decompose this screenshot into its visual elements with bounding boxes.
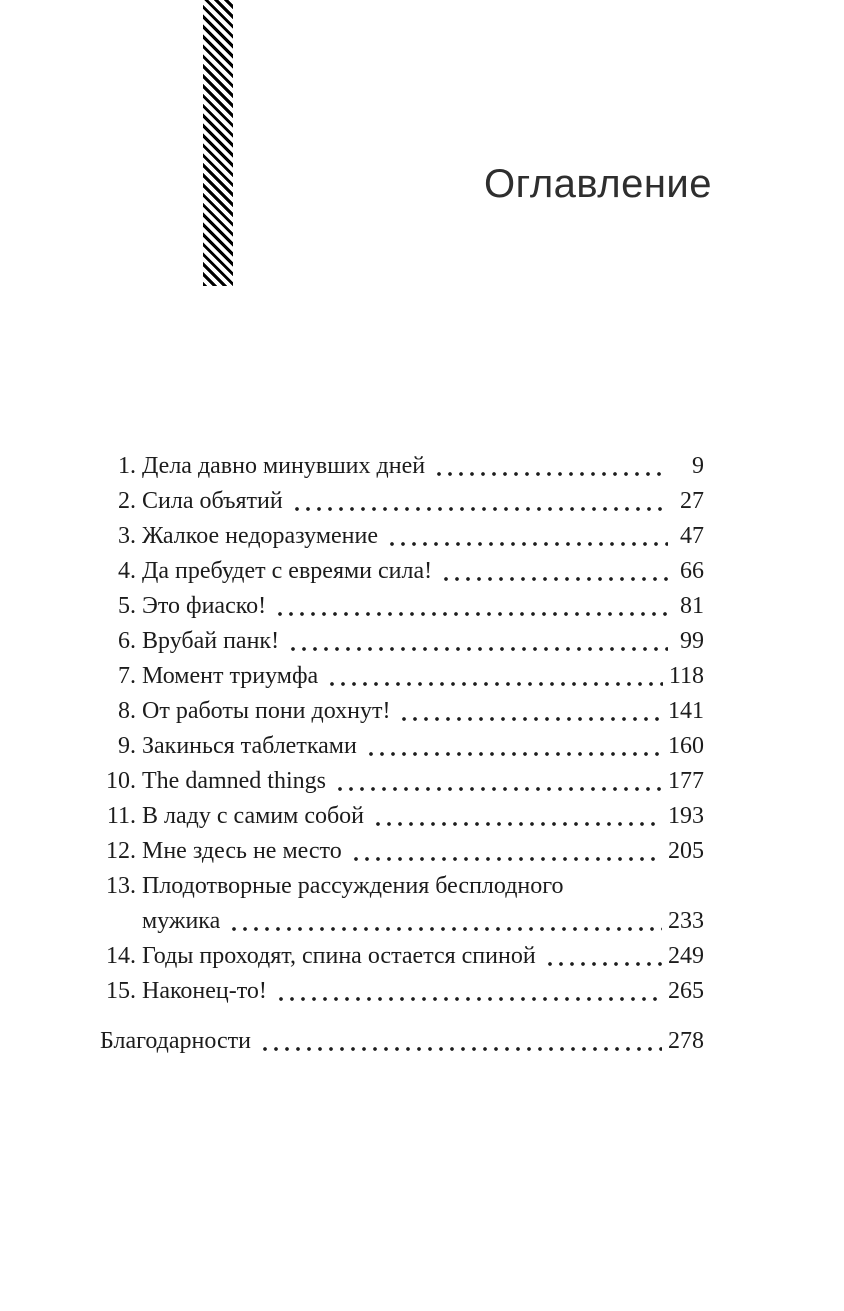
toc-row: [100, 694, 704, 729]
entry-number: 6.: [118, 628, 136, 654]
toc-row: [100, 554, 704, 589]
entry-page: 177: [668, 768, 704, 794]
entry-number: 4.: [118, 558, 136, 584]
acknowledgements-row: [100, 1024, 704, 1059]
entry-title: Да пребудет с евреями сила!: [142, 558, 433, 584]
dot-leader: [545, 939, 662, 974]
dot-leader: [260, 1024, 662, 1059]
entry-number: 1.: [118, 453, 136, 479]
entry-title: Мне здесь не место: [142, 838, 342, 864]
toc-row: [100, 939, 704, 974]
entry-page: 205: [668, 838, 704, 864]
entry-title: Это фиаско!: [142, 593, 267, 619]
entry-number: [100, 904, 136, 939]
entry-page: 118: [668, 663, 704, 689]
entry-page: 141: [668, 698, 704, 724]
entry-page: 160: [668, 733, 704, 759]
entry-page: 81: [680, 593, 704, 619]
entry-page: 99: [680, 628, 704, 654]
entry-page: 249: [668, 943, 704, 969]
entry-page: 9: [692, 453, 704, 479]
entry-title: Врубай панк!: [142, 628, 280, 654]
toc-row: [100, 589, 704, 624]
diagonal-stripe-decoration: [203, 0, 233, 286]
entry-title: Плодотворные рассуждения бесплодного: [142, 873, 564, 899]
entry-title: Сила объятий: [142, 488, 283, 514]
dot-leader: [434, 449, 668, 484]
entry-number: 9.: [118, 733, 136, 759]
entry-page: 66: [680, 558, 704, 584]
toc-row: [100, 624, 704, 659]
toc-row: [100, 729, 704, 764]
dot-leader: [441, 554, 668, 589]
page-title: Оглавление: [484, 162, 713, 206]
entry-title: Годы проходят, спина остается спиной: [142, 943, 536, 969]
toc-row: [100, 869, 704, 904]
dot-leader: [292, 484, 668, 519]
toc-row: [100, 834, 704, 869]
acknowledgements-title: Благодарности: [100, 1028, 251, 1054]
entry-number: 7.: [118, 663, 136, 689]
entry-page: 47: [680, 523, 704, 549]
entry-number: 13.: [106, 873, 136, 899]
entry-number: 12.: [106, 838, 136, 864]
dot-leader: [288, 624, 668, 659]
toc-row: [100, 974, 704, 1009]
entry-number: 10.: [106, 768, 136, 794]
entry-page: 27: [680, 488, 704, 514]
entry-title: The damned things: [142, 768, 326, 794]
dot-leader: [387, 519, 668, 554]
entry-number: 8.: [118, 698, 136, 724]
toc-row: [100, 484, 704, 519]
dot-leader: [276, 974, 662, 1009]
entry-number: 5.: [118, 593, 136, 619]
entry-title: Момент триумфа: [142, 663, 319, 689]
entry-title: Наконец-то!: [142, 978, 267, 1004]
entry-title: От работы пони дохнут!: [142, 698, 391, 724]
entry-title: Закинься таблетками: [142, 733, 357, 759]
entry-page: 265: [668, 978, 704, 1004]
entry-number: 3.: [118, 523, 136, 549]
entry-title: Дела давно минувших дней: [142, 453, 426, 479]
toc-row: [100, 449, 704, 484]
dot-leader: [275, 589, 668, 624]
entry-number: 15.: [106, 978, 136, 1004]
toc-row: [100, 799, 704, 834]
dot-leader: [399, 694, 662, 729]
entry-number: 2.: [118, 488, 136, 514]
entry-number: 14.: [106, 943, 136, 969]
dot-leader: [327, 659, 663, 694]
entry-page: 233: [668, 908, 704, 934]
dot-leader: [335, 764, 662, 799]
entry-number: 11.: [106, 803, 136, 829]
toc-row: [100, 904, 704, 939]
entry-title: Жалкое недоразумение: [142, 523, 379, 549]
dot-leader: [351, 834, 662, 869]
toc-row: [100, 764, 704, 799]
entry-page: 278: [668, 1028, 704, 1054]
toc-row: [100, 519, 704, 554]
dot-leader: [229, 904, 662, 939]
dot-leader: [366, 729, 662, 764]
entry-page: 193: [668, 803, 704, 829]
table-of-contents: [100, 449, 704, 1059]
entry-title: мужика: [142, 908, 221, 934]
entry-title: В ладу с самим собой: [142, 803, 365, 829]
dot-leader: [373, 799, 662, 834]
toc-list: [100, 449, 704, 1009]
toc-row: [100, 659, 704, 694]
